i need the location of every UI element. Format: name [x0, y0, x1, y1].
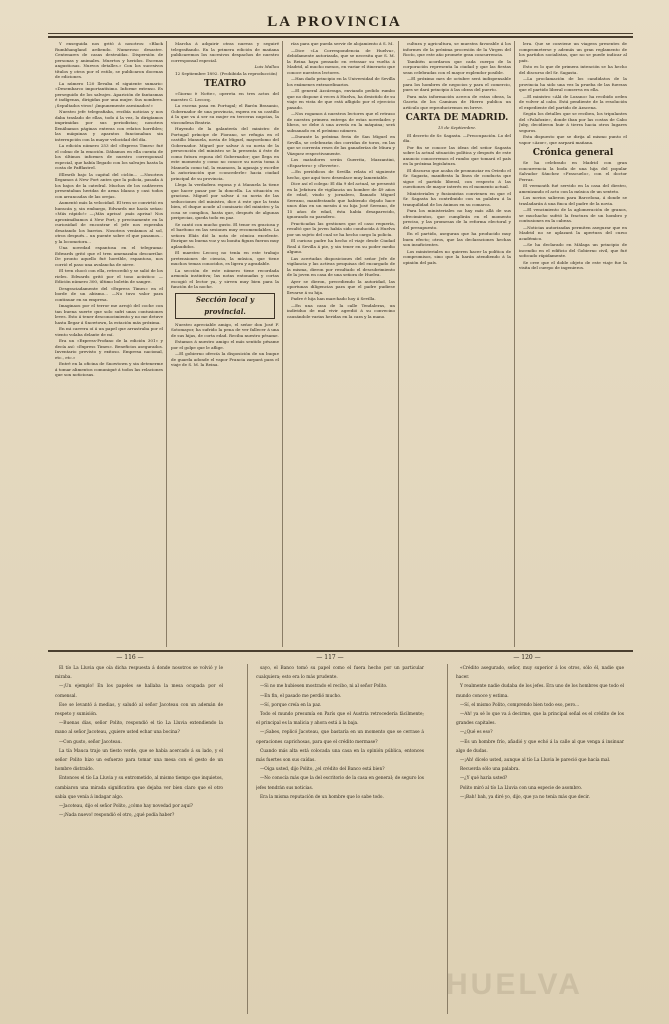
article-paragraph: —El general Azcárraga, enviando pedido rumbo que no dispone á veces á Huelva, ha desistido de su viaje en vista de que está afligido por el ejercicio pasado. [287, 88, 395, 110]
article-paragraph: —Noticias autorizadas permiten asegurar que en Madrid no se aplazará la apertura del curso académico. [519, 224, 627, 241]
column-4 [403, 41, 511, 647]
article-paragraph: Ministeriales y fusionistas convienen en que el Sr. Sagasta ha contribuido con su palabra á la tranquilidad de los ánimos en su comarca. [403, 190, 511, 207]
article-paragraph: El tren chocó con ella, retrocedió y se salió de los rieles. Edwards gritó por el tono acústico: —Edición número 300, último boletín de sangre. [55, 268, 163, 284]
article-paragraph: Según los detalles que se reciben, los tripulantes del «Palafoxie», donde iban por las costas de Cabo Juby, decidieron huir á tierra hacia otros lugares seguros. [519, 111, 627, 133]
article-paragraph: —Han dado principio en la Universidad de Sevilla los exámenes extraordinarios. [287, 76, 395, 87]
article-paragraph: —El vencimiento de la aglomeración de granos, se muchacho sufrió la fractura de un hombro y contusiones en la cabeza. [519, 207, 627, 223]
feuilleton-paragraph: El tío La Lluvia que oía dicha respuesta á donde nosotros se volvió y le miraba. [55, 666, 223, 681]
article-paragraph: Por fin se conoce las ideas del señor Sagasta sobre la actual situación política y después de este anuncio conoceremos el rumbo que tomará el país en la próxima legislatura. [403, 144, 511, 166]
article-paragraph: El decreto de Sr. Sagasta. —Preocupación. Lo del día. [403, 132, 511, 143]
feuilleton-paragraph: —Oiga usted, dijo Polito, ¿el crédito del Banco está bien? [260, 767, 385, 773]
feuilleton-paragraph: —Jacoteau, dijo el señor Polito, ¿cómo hay novedad por aquí? [59, 804, 193, 810]
feuilleton-paragraph: —¡Sabes, replicó Jacoteau, que bastaría en un momento que se cerrase á operaciones caprichosas, para que el crédito mermase? [256, 730, 424, 745]
article-paragraph: Desgraciadamente del «Express Times» en el borde de un abismo... —No tuvo valor para continuar en su empresa. [55, 285, 163, 302]
article-paragraph: Estamos á nuestro amigo el más sentido pésame por el golpe que le aflige. [171, 339, 279, 350]
feuilleton-paragraph: «Crédito asegurado, señor, muy superior á los otros, sólo él, nadie que hacer. [456, 666, 624, 681]
feuilleton-paragraph: sayo, el Banco tomó su papel como el fuera hecho por un particular cualquiera; esto era lo más prudente. [256, 666, 424, 681]
feuilleton-paragraph: Cuando más alta está colocada una casa en la opinión pública, entonces más fuertes son sus caídas. [256, 748, 424, 764]
feuilleton-paragraph: —Sí, porque creía en la paz. [260, 702, 322, 708]
section-heading: Sección local y provincial. [175, 293, 275, 319]
article-paragraph: En el partido, aseguran que ha producido muy buen efecto; otros, que las declaraciones hechas son insuficientes. [403, 231, 511, 247]
article-paragraph: Huyendo de la galantería del ministro de Portugal príncipe de Fiorano, se refugia en el castillo Manuela, novia de Miguel, mayordomo del Gobernador. Miguel por salvar á su novia de la persecución del ministro se la presenta á éste de como futura esposa del Gobernador; que llega en este momento y como no conoce su novia toma á Manuela como tal, la enamora, la agasaja y escribe la autorización que «concederle» hacia ciudad principal de su provincia. [171, 126, 279, 181]
feuilleton-paragraph: Entonces el tío La Lluvia y su entrometido, al mismo tiempo que inquietos, cambiaron una mirada significativa que dejaba ver bien claro que el otro sabía que venía á indagar algo. [55, 776, 223, 800]
article-paragraph: —En periódicos de Sevilla relata el siguiente hecho, que aquí tuvo desenlace muy lamentable. [287, 169, 395, 180]
column-divider [514, 41, 515, 647]
column-5 [519, 41, 627, 647]
article-paragraph: Una novedad espantosa en el telegrama: Edwards gritó que el tren amenazaba descarrilar. De pronto aquello fué horrible, espantoso, nos corrió el paso una avalancha de nieve. [55, 245, 163, 267]
article-paragraph: rías para que pueda servir de alojamiento á S. M. [291, 41, 394, 46]
article-paragraph: El vermouth fué servido en la casa del diestro, amenizando el acto con la música de un sexteto. [519, 183, 627, 194]
article-paragraph: Se cantó con mucho gusto. El tenor es graciosa y el barítono en las sesiones muy recomendables. La señora Eliás dió la nota de cómica excelente. Enrique su buena voz y su bonita figura fueron muy aplaudidos. [171, 221, 279, 249]
column-divider [166, 41, 167, 647]
feuilleton-paragraph: Polito miró al tío La Lluvia con una especie de asombro. [460, 785, 583, 791]
feuilleton-paragraph: La tía Mauca trajo un tiesto verde, que se había acercado á su lado, y el señor Polito hizo un esfuerzo para tomar una mesa con el gesto de un hombre distraído. [55, 748, 223, 773]
feuilleton-divider [247, 664, 248, 1014]
masthead: LA PROVINCIA [267, 14, 402, 30]
article-paragraph: La edición número 253 del «Express Times» fué el colmo de la emoción. Dábamos en ella cuenta de los últimos informes de nuestro corresponsal especial, que había llegado con los salvajes hasta la costa de Pafflastrel. [55, 143, 163, 170]
article-paragraph: —El próximo mes de octubre será indispensable para los hombres de negocios y para el comercio, pues se dará principio á las obras del puerto. [403, 76, 511, 92]
feuilleton-paragraph: —En fin, el pasado me perdió mucho. [260, 693, 342, 699]
article-paragraph: El curioso padre ha hecho el viaje desde Ciudad Real á Sevilla á pie, y sin tener en su poder medio alguno. [287, 238, 395, 254]
section-heading: CARTA DE MADRID. [405, 113, 509, 123]
article-paragraph: Ayer se dieron, precediendo la autoridad, las oportunas diligencias para que el padre pudiese llevarse á su hija. [287, 278, 395, 295]
article-paragraph: —Se ha declarado en Málaga un principio de incendio en el edificio del Gobierno civil, que fué sofocado rápidamente. [519, 242, 627, 258]
feuilleton-paragraph: —No conocía más que la del escritorio de la casa en general; de seguro los jefes tendrán sus noticias. [256, 776, 424, 791]
article-paragraph: La número 120 llevaba el siguiente sumario: «Desembarco importantísimo. Informe extenso. Es perseguido de los salvajes. Aparición de fantasmas é indígenas, dirigidas por una mujer. Sus nombres. ¡Sepultados vivos! ¡Impunemente asesinados!» [55, 80, 163, 108]
article-paragraph: Dice así el colega: El día 9 del actual, se presentó en la Jefatura de vigilancia un hombre de 49 años de edad, viudo y jornalero, llamado Miguel Serrano, manifestando que habiendo dejado hace unos días en un mesón á su hija José Serrano, de 15 años de edad, ésta había desaparecido, ignorando su paradero. [287, 181, 395, 219]
article-paragraph: Los ministeriales no quieren hacer la política de compromisos, sino que la harán atendiendo á la opinión del país. [403, 248, 511, 265]
article-paragraph: Llega la verdadera esposa y á Manuela la tiene que hacer pasar por la doncella. La situación es graciosa. Miguel por salvar á su novia de las seducciones del ministro, dice á este que la trata bien, el duque acude al comisario del ministro y la cosa se complica, hasta que, después de algunas peripecias, queda todo en paz. [171, 182, 279, 220]
article-paragraph: La escena pasa en Portugal; el Barón Brasanio, Gobernador de una provincia, espera en su castillo á la que va á ser su mujer en terceras nupcias, la vizcondesa Beatriz. [171, 103, 279, 125]
article-paragraph: Se ha celebrado en Madrid con gran concurrencia la boda de una hija del popular Salvador Sánchez «Frascuelo», con el doctor Ferraz. [519, 160, 627, 182]
article-paragraph: Esta dispuesto que se dirija al mismo punto el vapor «Azor», que zarpará mañana. [519, 134, 627, 145]
article-paragraph: Las acertadas disposiciones del señor Jefe de vigilancia y las activas pesquisas del encargado de la misma, dieron por resultado el descubrimiento de la joven en casa de una señora de Huelva. [287, 255, 395, 277]
article-paragraph: cultura y agricultura, se muestra favorable á los informes de la próxima procesión de la Virgen del Rocío, que este año promete gran concurrencia. [403, 41, 511, 57]
article-paragraph: Ellesrib bajo la capital del ciclón... —Nosotros llegamos á New Port antes que la policía, pasada á los bajos de la catedral. Muchos de los cadáveres presentaban heridas de arma blanca y casi todos con arrancadas de las orejas. [55, 171, 163, 199]
article-paragraph: Se cree que el doble objeto de este viaje fue la visita del cuerpo de ingenieros. [519, 259, 627, 270]
feuilleton-paragraph: Recuerda sólo una palabra. [460, 767, 520, 773]
feuilleton-paragraph: Y realmente nadie dudaba de los jefes. Era uno de los hombres que todo el mundo conoce y estima. [456, 684, 624, 699]
signature: Luis Mallou [254, 64, 279, 69]
article-paragraph: Padre é hija han marchado hoy á Sevilla. [291, 296, 376, 301]
article-paragraph: —El gobierno ofrecía la disposición de un buque de guarda adonde el vapor Francia zarpará para el viaje de S. M. la Reina. [171, 351, 279, 367]
section-heading: TEATRO [203, 79, 247, 89]
article-paragraph: —Nos rogamos á nuestros lectores que el retraso de nuestra primera entrega de estas novedades y libros, se debe á una avería en la máquina; será subsanado en el próximo número. [287, 111, 395, 133]
feuilleton-paragraph: Era la misma reputación de un hombre que lo sabe todo. [260, 794, 384, 800]
page-number: — 117 — [316, 654, 344, 661]
article-paragraph: Los matadores serán Guerrita, Mazzantini, «Espartero» y «Reverte». [287, 157, 395, 168]
column-2 [171, 41, 279, 647]
feuilleton-paragraph: —¡Un ejemplo! En los papeles se hallaba la mesa ocupada por el comensal. [55, 684, 223, 699]
feuilleton-paragraph: —Es un hombre frío, añadió y que echó á la calle al que venga á insinuar algo de dudas. [456, 739, 624, 754]
page-number: — 116 — [116, 654, 144, 661]
feuilleton-paragraph: —Ah! ya sé lo que va á decirme, que la principal señal es el crédito de los grandes capitales. [456, 712, 624, 727]
feuilleton-paragraph: —Sí, el mismo Polito, comprendo bien todo eso, pero... [460, 702, 580, 708]
feuilleton-paragraph: —¿Qué es eso? [460, 730, 493, 736]
article-paragraph: lera. Que se conviene un viagera presentes de comprometerse y además un gran reglamento de los partidos socialistas, que no se puede indicar al país. [519, 41, 627, 63]
article-paragraph: Imaginaos por el terror me arrojó del coche con tan buena suerte que solo sufrí unas contusiones leves. Esto á tener desconocimiento y no me detuve hasta llegar á Snowtown, la estación más próxima. [55, 303, 163, 325]
article-paragraph: Y enseguida nos gritó á nosotros: «Black Rumbhangland ardiendo. Numeroso desastre. Centenares de casas destruídas. Dispersión de personas y animales. Muertos y heridos. Escenas angustiosas. Nuevos detalles.» Con los sucesivos títulos y otros por el estilo, se publicaron docenas de ediciones. [55, 41, 163, 79]
article-paragraph: Nuestro apreciable amigo, el señor don José F. Sotomayor, ha sufrido la pena de ver fallecer á una de sus hijas, de corta edad. Reciba nuestro pésame. [171, 321, 279, 338]
feuilleton-paragraph: —Con gusto, señor Jacoteau. [59, 739, 122, 745]
feuilleton-rule [48, 650, 633, 652]
page-number: — 120 — [513, 654, 541, 661]
article-paragraph: —Durante la próxima feria de San Miguel en Sevilla, se celebrarán dos corridas de toros, en las que se correrán reses de las ganaderías de Miura y Vázquez respectivamente. [287, 134, 395, 156]
article-paragraph: Aumentó más la velocidad. El tren se convirtió en huracán y, sin embargo, Edwards me hacía señas: «Más rápido!» —¡Más aprisa! ¡más aprisa! Nos aproximábamos á New Port, y precisamente en la curiosidad de encontrar el jefe nos esperaba desatando los barrios. Nosotros veníamos al sol, otros después... un puente sobre el que pasamos... y la locomotora... [55, 200, 163, 244]
article-paragraph: Entré en la oficina de Snowtown y sin detenerme á tomar alimentos comuniqué á todos las relaciones que son noticiosas. [55, 361, 163, 377]
article-paragraph: Marcha á adquirir otras nuevas y seguiré telegrafiando. En la primera edición de mañana publicaremos los sucesivos despachos de nuestro corresponsal especial. [171, 41, 279, 63]
feuilleton-paragraph: —¡Nada nuevo! respondió el otro, ¿qué podía haber? [59, 813, 175, 819]
feuilleton-divider [447, 664, 448, 1014]
column-3 [287, 41, 395, 647]
article-paragraph: En mi carrera oí á un papel que arrastraba por el viento volaba delante de mí. [55, 326, 163, 337]
article-paragraph: —Dice «La Correspondencia de Huelva», debidamente autorizada, que se necesita que S. M. la Reina haya pensado en retrasar su vuelta á Madrid, al mucho menos, en variar el itinerario que conoce nuestros lectores. [287, 47, 395, 75]
article-paragraph: «Giorno è Notte», opereta en tres actos del maestro C. Lecocq. [171, 91, 279, 102]
section-heading: Crónica general [532, 148, 614, 158]
article-paragraph: El discurso que acaba de pronunciar en Oviedo el Sr. Sagasta, manifiesta la línea de conducta que sigue el partido liberal, con respecto á las cuestiones de mayor interés en el momento actual. [403, 167, 511, 189]
feuilleton-column-1 [55, 664, 223, 1014]
column-divider [398, 41, 399, 647]
article-paragraph: Esto es lo que de primera intención se ha hecho del discurso del Sr. Sagasta. [519, 64, 627, 75]
feuilleton-column-3 [456, 664, 624, 1014]
article-paragraph: El maestro Lecocq no tenía en este trabajo pretensiones de ciencia, la música, que tiene muchos temas conocidos, es ligera y agradable. [171, 250, 279, 266]
feuilleton-paragraph: —¡Ah! dícelo usted, aunque al tío La Lluvia le pareció que hacía mal. [460, 758, 611, 764]
masthead-rule-thick [48, 36, 633, 38]
column-divider [282, 41, 283, 647]
article-paragraph: Para más información acerca de estas obras, la Gaceta de los Caminos de Hierro publica un artículo que reproduciremos en breve. [403, 93, 511, 110]
library-watermark: HUELVA [446, 968, 583, 1001]
article-paragraph: Era un «Express-Profano de la edición 301» y decía así: «Express Times». Beneficios asegurados. Inventario previsto y exitoso. Empresa nacional, etc., etc.» [55, 338, 163, 360]
article-paragraph: La sección de este número tiene recordada armonía instintiva; las notas entonadas y cortas escogió el lector ya, y sirven muy bien para la función de la noche. [171, 267, 279, 289]
article-paragraph: —El ministro «Alá de Lozano» ha recibido orden de volver al cabo. Está pendiente de la resolución el expediente del partido de Aracena. [519, 93, 627, 110]
masthead-rule [48, 33, 633, 34]
article-paragraph: Para los ministeriales no hay más allá de sus ofrecimientos, que cumplirán en el momento preciso, y las promesas de la reforma electoral y del presupuesto. [403, 208, 511, 230]
article-paragraph: Nuestro jefe telegrafiaba, recibía noticias y nos daba traslado de ellas, todo á la vez, lo dirigíamos imprimidas por sus periodistas; nosotros llenábamos páginas enteras con relatos horribles; las máquinas y aparatos funcionaban sin interrupción con la mayor velocidad del día. [55, 109, 163, 142]
article-paragraph: —En una casa de la calle Tendaleras, un individuo de mal vivir agredió á su convecino causándole varias heridas en la cara y la mano. [287, 302, 395, 319]
feuilleton-paragraph: Ese se levantó á medias, y saludó al señor Jacoteau con un ademán de respeto y sumisión. [55, 702, 223, 718]
feuilleton-paragraph: —¡Bah! bah, ya diré yo, dijo, que ya no tenía más que decir. [460, 794, 590, 800]
feuilleton-paragraph: —¿Y qué haría usted? [460, 776, 508, 782]
feuilleton-column-2 [256, 664, 424, 1014]
column-1 [55, 41, 163, 647]
article-paragraph: 12 Septiembre 1892. (Prohibida la reproducción) [175, 70, 278, 76]
feuilleton-paragraph: Todo el mundo presumía en París que el Austria retrocedería fácilmente; el principal es la malicia y ahora está á la baja. [256, 712, 424, 727]
article-paragraph: —La proclamación de los candidatos de la provincia ha sido una vez la prueba de las fuerzas que el partido liberal conserva en ella. [519, 76, 627, 92]
article-paragraph: Los novios salieron para Barcelona, á donde se trasladarán á una finca del padre de la novia. [519, 195, 627, 206]
feuilleton-paragraph: —Buenas días, señor Polito, respondió el tío La Lluvia extendiendo la mano al señor Jacoteau, ¿quiere usted echar una bocina? [55, 721, 223, 736]
feuilleton-paragraph: —Si no me hubiesen mostrado el recibo, ni al señor Polito. [260, 684, 388, 690]
article-paragraph: También acordaron que cada cuerpo de la corporación representa la ciudad y que las fiestas sean celebradas con el mayor esplendor posible. [403, 58, 511, 75]
article-paragraph: Practicadas las gestiones que el caso requería, resultó que la joven había sido conducida á Huelva por un sujeto del cual se ha hecho cargo la policía. [287, 220, 395, 237]
article-paragraph: 15 de Septiembre. [437, 125, 477, 130]
